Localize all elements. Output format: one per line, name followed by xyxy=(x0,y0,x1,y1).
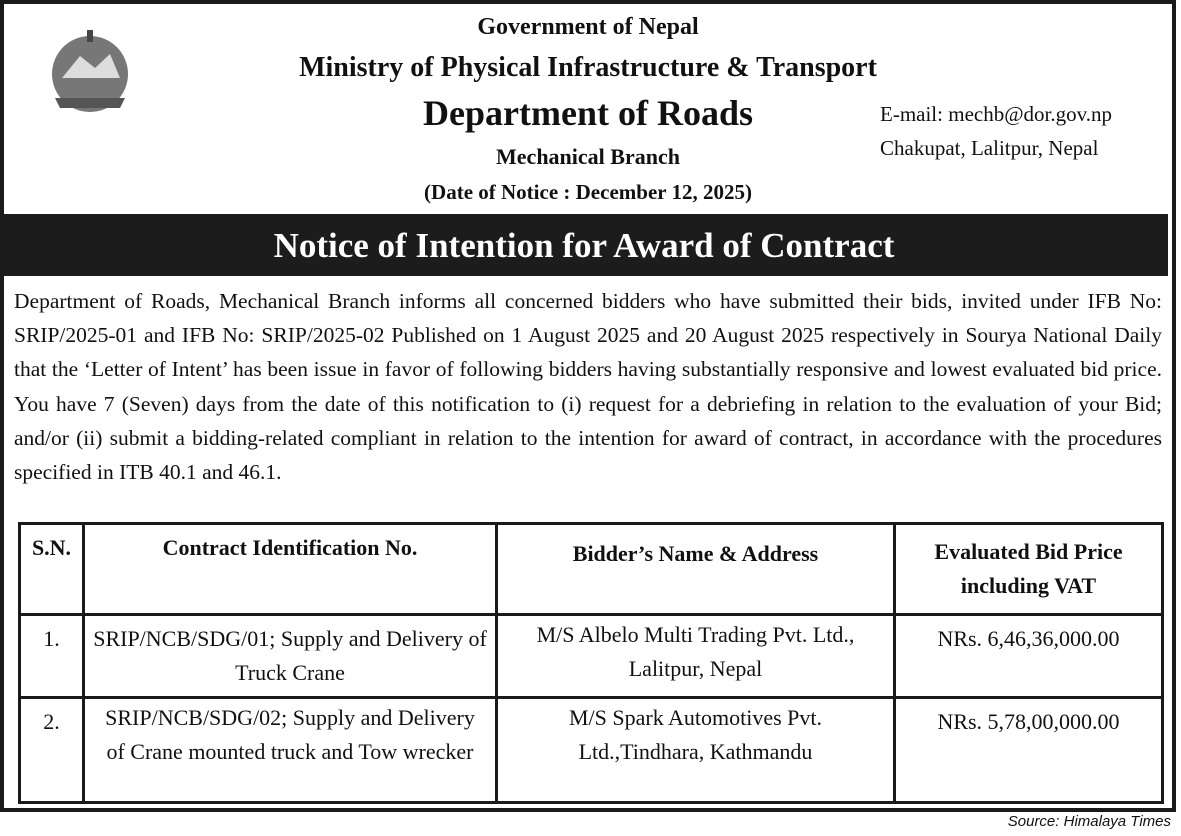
header-price: Evaluated Bid Price including VAT xyxy=(895,524,1163,615)
row-price: NRs. 6,46,36,000.00 xyxy=(895,615,1163,698)
ministry-title: Ministry of Physical Infrastructure & Transport xyxy=(299,52,877,83)
row-contract: SRIP/NCB/SDG/01; Supply and Delivery of Truck Crane xyxy=(84,615,497,698)
table-row xyxy=(20,615,1163,698)
source-credit: Source: Himalaya Times xyxy=(1007,813,1171,830)
row-bidder: M/S Albelo Multi Trading Pvt. Ltd., Lalitpur, Nepal xyxy=(497,615,895,698)
notice-header xyxy=(0,0,1168,214)
table-row xyxy=(20,698,1163,803)
address: Chakupat, Lalitpur, Nepal xyxy=(880,136,1099,160)
award-table xyxy=(18,522,1164,804)
row-sn: 1. xyxy=(20,615,84,698)
header-bidder: Bidder’s Name & Address xyxy=(497,524,895,615)
row-price: NRs. 5,78,00,000.00 xyxy=(895,698,1163,803)
notice-title: Notice of Intention for Award of Contract xyxy=(0,214,1168,276)
notice-body: Department of Roads, Mechanical Branch informs all concerned bidders who have submitted their bids, invited under IFB No: SRIP/2025-01 and IFB No: SRIP/2025-02 Published on 1 August 2025 and 20 August 2025 respectively in Sourya National Daily that the ‘Letter of Intent’ has been issue in favor of following bidders having substantially responsive and lowest evaluated bid price. You have 7 (Seven) days from the date of this notification to (i) request for a debriefing in relation to the evaluation of your Bid; and/or (ii) submit a bidding-related compliant in relation to the intention for award of contract, in accordance with the procedures specified in ITB 40.1 and 46.1. xyxy=(14,289,1162,485)
table-header-row xyxy=(20,524,1163,615)
row-bidder: M/S Spark Automotives Pvt. Ltd.,Tindhara, Kathmandu xyxy=(497,698,895,803)
email: E-mail: mechb@dor.gov.np xyxy=(880,102,1113,126)
notice-date: (Date of Notice : December 12, 2025) xyxy=(424,180,752,204)
row-contract: SRIP/NCB/SDG/02; Supply and Delivery of Crane mounted truck and Tow wrecker xyxy=(84,698,497,803)
department-title: Department of Roads xyxy=(423,93,753,133)
row-sn: 2. xyxy=(20,698,84,803)
government-title: Government of Nepal xyxy=(477,14,699,40)
branch-title: Mechanical Branch xyxy=(496,144,680,169)
header-contract: Contract Identification No. xyxy=(84,524,497,615)
header-sn: S.N. xyxy=(20,524,84,615)
